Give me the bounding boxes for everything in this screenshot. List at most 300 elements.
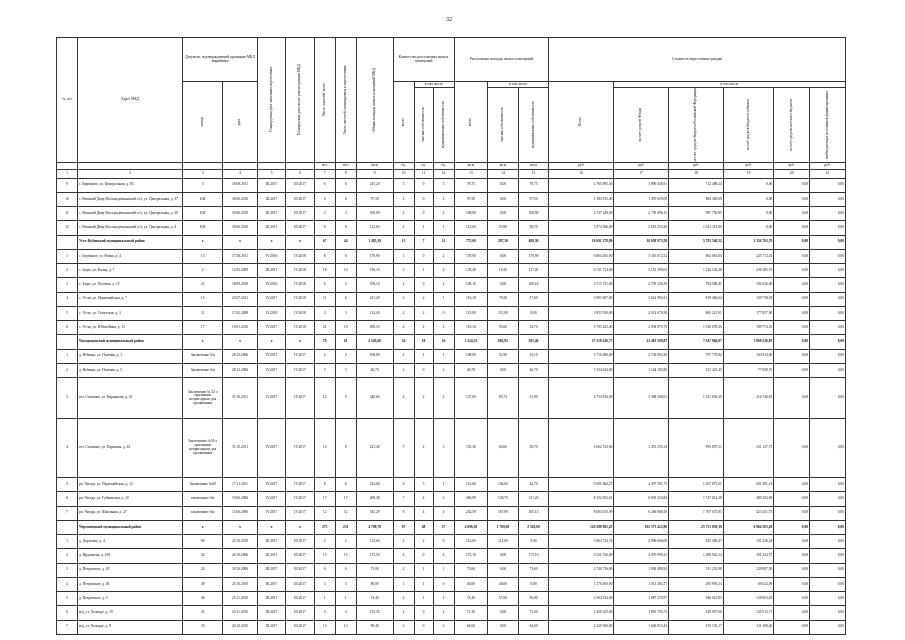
table-cell: 3 [314,306,335,320]
table-cell: 0,00 [488,620,519,634]
table-cell: 0,00 [774,292,810,306]
table-cell: 8 [314,478,335,492]
table-cell: 175,50 [356,549,393,563]
table-cell: 625 400,47 [669,535,724,549]
table-cell: 1 184 915,00 [549,192,614,206]
table-cell: 6 [335,178,356,192]
table-cell: 8 [393,506,414,520]
table-cell: 232,59 [454,506,488,520]
table-cell: 269,38 [356,492,393,506]
table-cell: 0 [414,192,433,206]
table-cell: IV.2017 [257,349,285,363]
table-cell: 0,00 [518,306,549,320]
table-cell: 2 [433,606,454,620]
table-cell: 1 224,31 [454,335,488,349]
table-cell: 71,30 [454,606,488,620]
table-cell: 108,90 [356,207,393,221]
table-cell: с. Устье, ул. Советская, д. 3 [78,306,183,320]
table-cell: 23 401 509,87 [614,335,669,349]
table-cell: 11 [314,292,335,306]
header-cost-subject: за счет средств бюджета субъекта [723,88,773,163]
table-cell: 79 [314,335,335,349]
table-header [57,38,846,179]
table-cell: 1 [433,563,454,577]
table-cell: 2 [393,363,414,377]
header-num: № п/п [57,38,78,163]
table-cell: 231 127,75 [723,418,773,477]
table-cell: 0,00 [774,620,810,634]
table-cell: 6 266 080,50 [614,506,669,520]
table-cell: 77 008,70 [723,363,773,377]
table-cell: 108,00 [454,349,488,363]
table-cell: IV.2017 [257,292,285,306]
table-cell: 75,00 [356,563,393,577]
table-row [57,321,846,335]
table-cell: 5 [314,363,335,377]
resettlement-table-wrap [56,37,846,635]
table-cell: 21 [183,278,223,292]
table-cell: 2 [335,535,356,549]
header-area-municipal: муниципальная собственность [518,88,549,163]
table-cell: д. Петровское, д. 48 [78,577,183,591]
table-cell: 1 [57,535,78,549]
table-cell: х [286,235,314,249]
unit-cell: руб. [669,162,724,169]
table-cell: 131,23 [518,492,549,506]
table-cell: 1 [335,592,356,606]
table-cell: рп. Чагода, ул. Школьная, д. 27 [78,506,183,520]
table-cell: 2 [393,306,414,320]
table-cell: 0,00 [774,335,810,349]
table-cell: 97 [393,520,414,534]
unit-cell: ед. [433,162,454,169]
table-cell: 1 [433,349,454,363]
table-cell: 14 [335,264,356,278]
header-area-total2: всего [454,82,488,163]
table-cell: 0,00 [774,478,810,492]
table-cell: 488,30 [518,235,549,249]
table-cell: 18,20 [488,264,519,278]
table-row [57,592,846,606]
table-cell: 84,60 [488,418,519,477]
unit-cell: кв.м [488,162,519,169]
table-cell: 1 801 793,72 [614,606,669,620]
table-cell: 74,40 [356,592,393,606]
column-number-cell: 11 [414,169,433,178]
table-cell: 46,70 [454,363,488,377]
table-cell: 31.10.2011 [223,418,258,477]
table-cell: 191 236,24 [723,535,773,549]
table-cell: 175,10 [454,549,488,563]
table-cell: с. Великий Двор (Косьмодемьянский с/с), ул. Центральная, д. 37 [78,192,183,206]
table-cell: 153,35 [356,606,393,620]
table-cell: 97,50 [356,192,393,206]
column-number-cell: 10 [393,169,414,178]
table-cell: 2 [57,549,78,563]
table-cell: с. Бережное, ул. Новая, д. 4 [78,249,183,263]
table-cell: 1 [314,592,335,606]
table-cell: 128 063,20 [723,592,773,606]
table-cell: 2 564 934,00 [549,592,614,606]
table-cell: 3 [57,378,78,419]
column-number-cell: 7 [314,169,335,178]
table-cell: 345,29 [356,506,393,520]
table-cell: 1 [433,221,454,235]
table-cell: 16 [183,292,223,306]
table-cell: 0,00 [774,577,810,591]
column-number-cell: 5 [257,169,285,178]
table-cell: 1 485,10 [356,235,393,249]
table-row [57,492,846,506]
table-cell: 2 [433,249,454,263]
unit-cell: чел. [314,162,335,169]
table-cell: 26.10.2006 [223,549,258,563]
table-cell: 6 721 714,00 [549,264,614,278]
header-planned-demolition: Планируемая дата сноса/ реконструкции МКД [286,38,314,163]
table-cell: 9 [57,178,78,192]
table-cell: 1 021 312,80 [669,221,724,235]
table-cell: 175,10 [518,549,549,563]
table-cell: 6 804 265,00 [549,249,614,263]
table-cell: 221,40 [356,418,393,477]
table-cell: 42,70 [518,478,549,492]
table-cell: 2 [393,563,414,577]
table-cell: 163 814,00 [723,349,773,363]
table-cell: 108,90 [518,207,549,221]
table-cell: III.2017 [257,192,285,206]
table-cell: д. Петровское, д. 3 [78,592,183,606]
table-row [57,264,846,278]
table-cell: 21 [314,321,335,335]
table-cell: х [183,520,223,534]
table-cell: 0,00 [810,207,846,221]
table-cell: 1 226 142,28 [669,264,724,278]
table-cell: 20.11.2010 [223,606,258,620]
table-cell: 56,80 [518,592,549,606]
table-cell: 0,00 [810,249,846,263]
table-cell: 12 [335,506,356,520]
table-row [57,478,846,492]
table-cell: 0,00 [774,549,810,563]
table-cell: 6 [314,278,335,292]
table-cell: IV.2017 [286,349,314,363]
table-cell: 0,00 [774,535,810,549]
table-row [57,606,846,620]
header-rooms-incl: в том числе: [414,82,454,88]
table-cell: 489 102,69 [723,492,773,506]
table-cell: 135,40 [454,264,488,278]
table-cell: 8 [314,249,335,263]
column-number-cell: 8 [335,169,356,178]
column-number-cell: 17 [614,169,669,178]
table-cell: 12 [314,378,335,419]
table-cell: 2 [393,207,414,221]
column-number-cell: 18 [669,169,724,178]
table-cell: 290,10 [356,321,393,335]
table-cell: 0,00 [810,592,846,606]
table-cell: 15.06.2006 [223,506,258,520]
table-cell: 3 [393,292,414,306]
unit-cell: руб. [723,162,773,169]
table-cell: 6 [314,221,335,235]
table-cell: 4 [414,506,433,520]
table-cell: 15 [314,549,335,563]
table-cell: 775,60 [454,235,488,249]
table-cell: IV.2017 [286,478,314,492]
table-cell: 1 144 185,80 [614,363,669,377]
subtotal-row [57,235,846,249]
table-cell: 55,60 [488,321,519,335]
header-rooms-municipal: муниципальная собственность [433,88,454,163]
table-cell: 0,00 [774,207,810,221]
table-cell: 8 [335,478,356,492]
table-cell: 2 [57,264,78,278]
table-cell: 2 759 496,15 [614,207,669,221]
table-cell: IV.2018 [286,292,314,306]
table-cell: 3 641 994,31 [614,292,669,306]
table-cell: 0,00 [774,235,810,249]
table-cell: 581,46 [518,335,549,349]
table-cell: IV.2018 [286,249,314,263]
table-cell: 5 [57,478,78,492]
table-cell: 0,00 [774,592,810,606]
table-cell: 170,90 [518,249,549,263]
table-cell: 55,10 [518,349,549,363]
table-cell: 0,00 [518,535,549,549]
table-cell: 102 573 422,86 [614,520,669,534]
table-cell: 5 [57,306,78,320]
table-cell: 137,60 [454,378,488,419]
table-cell: 0,00 [774,178,810,192]
table-cell: IV.2017 [286,418,314,477]
table-cell: 275 [314,520,335,534]
header-doc-date: дата [223,82,258,163]
table-cell: 4 708,70 [356,520,393,534]
table-cell: 71,30 [518,606,549,620]
table-cell: 712 488,24 [669,178,724,192]
table-cell: 0 [433,577,454,591]
table-cell: 115,00 [488,306,519,320]
table-cell: III.2017 [257,535,285,549]
table-cell: 108,90 [454,207,488,221]
table-cell: 17.11.2011 [223,478,258,492]
table-cell: 993 897,51 [669,418,724,477]
table-cell: 28.12.2006 [223,349,258,363]
table-cell: 7 [57,506,78,520]
table-cell: 1 [414,221,433,235]
table-cell: 129 288 965,47 [549,520,614,534]
table-cell: IV.2017 [257,378,285,419]
table-cell: х [286,335,314,349]
table-cell: 4 734 816,00 [549,378,614,419]
table-cell: 30.06.2010 [223,221,258,235]
table-cell: 2 736 692,30 [614,349,669,363]
table-cell: 423 451,75 [723,506,773,520]
header-area-group: Расселяемая площадь жилых помещений [454,38,549,82]
column-number-cell: 4 [223,169,258,178]
column-number-cell: 12 [433,169,454,178]
table-cell: 3 [57,278,78,292]
table-cell: 0,00 [810,178,846,192]
table-cell: 48 [414,520,433,534]
table-row [57,363,846,377]
table-cell: 18.10.2006 [223,563,258,577]
unit-cell: ед. [393,162,414,169]
table-cell: 0 [414,207,433,221]
table-cell: 3 747 249,00 [549,207,614,221]
table-cell: IV.2018 [286,306,314,320]
table-cell: х [286,520,314,534]
table-cell: д. Избищи, ул. Полевая, д. 1 [78,349,183,363]
table-cell: Заключение б/н [183,363,223,377]
table-cell: III.2017 [257,606,285,620]
table-cell: III.2017 [257,620,285,634]
table-cell: 225 713,43 [723,249,773,263]
table-cell: 112,60 [356,535,393,549]
table-cell: 78,75 [518,178,549,192]
table-cell: 0 [414,549,433,563]
table-cell: 2 [433,192,454,206]
table-cell: 3 388 308,61 [614,378,669,419]
table-cell: 2 326,60 [518,520,549,534]
table-cell: 2 [414,535,433,549]
table-cell: 1 887 270,97 [614,592,669,606]
table-cell: 1 [433,478,454,492]
table-cell: III.2017 [257,221,285,235]
table-cell: 2 [433,321,454,335]
table-cell: 17 [314,492,335,506]
table-cell: 1 060 526,83 [723,335,773,349]
table-cell: 18.08.2011 [223,178,258,192]
header-address: Адрес МКД [78,38,183,163]
table-cell: 0,00 [810,535,846,549]
table-cell: 865 221,91 [669,306,724,320]
table-cell: д. Избищи, ул. Полевая, д. 5 [78,363,183,377]
table-cell: 5 [414,478,433,492]
table-cell: 0,00 [774,192,810,206]
table-cell: 6 964 503,28 [723,520,773,534]
table-cell: 1 334 614,00 [549,363,614,377]
table-cell: 4 [57,418,78,477]
table-cell: 6 [314,192,335,206]
table-cell: 46 [183,592,223,606]
table-cell: 6 [335,292,356,306]
table-cell: 0 [414,278,433,292]
table-cell: 136,10 [356,264,393,278]
table-cell: 6 [335,192,356,206]
table-cell: 27 218 416,77 [549,335,614,349]
table-cell: д. Ирдоматка, д. 158 [78,549,183,563]
header-cost-extra: внебюджетных источников финансирования [810,88,846,163]
table-cell: 0,00 [810,349,846,363]
table-cell: х [257,235,285,249]
table-cell: х [183,235,223,249]
table-cell: 8 [335,249,356,263]
header-rooms-group: Количество расселяемых жилых помещений [393,38,454,82]
table-cell: 170,90 [454,249,488,263]
table-cell: 0,00 [810,306,846,320]
table-cell: 69 023,09 [723,577,773,591]
table-cell: 215,20 [356,178,393,192]
table-cell: III.2017 [257,577,285,591]
header-cost-fund: за счет средств Фонда [614,88,669,163]
table-cell: 54,70 [518,321,549,335]
table-cell: 3 [393,178,414,192]
table-cell: с. Задье, ул. Полевая, д. 15 [78,278,183,292]
table-cell: 0,00 [723,207,773,221]
unit-cell: чел. [335,162,356,169]
table-cell: 17.06.2011 [223,249,258,263]
table-cell: III.2017 [286,535,314,549]
table-cell: 74,40 [454,592,488,606]
table-cell: 2 765 905,50 [549,178,614,192]
table-cell: 3 316 672,52 [614,249,669,263]
table-cell: 0,00 [774,278,810,292]
table-cell: 32 [183,549,223,563]
table-cell: 3 993 007,00 [549,292,614,306]
table-row [57,549,846,563]
table-cell: 12.03.2009 [223,264,258,278]
table-cell: с. Бирюково, ул. Центральная, д. 83 [78,178,183,192]
table-cell: 3 [57,563,78,577]
table-cell: 0,00 [774,606,810,620]
table-cell: 2 [393,192,414,206]
table-cell: 0 [414,178,433,192]
header-rooms-private: частная собственность [414,88,433,163]
table-cell: IV.2017 [286,506,314,520]
table-cell: 40,00 [454,577,488,591]
table-cell: IV.2017 [257,321,285,335]
unit-cell: кв.м [454,162,488,169]
table-cell: 6 [57,321,78,335]
column-number-cell: 16 [549,169,614,178]
table-cell: 64,60 [454,620,488,634]
table-cell: 331 423,45 [669,363,724,377]
table-cell: 0,00 [774,349,810,363]
column-number-cell: 21 [810,169,846,178]
table-cell: 0 [433,535,454,549]
table-cell: 4 [414,492,433,506]
table-cell: с. Великий Двор (Косьмодемьянский с/с), ул. Центральная, д. 39 [78,207,183,221]
table-cell: 818 266,64 [669,292,724,306]
table-cell: 2 229 360,00 [549,620,614,634]
table-cell: III.2017 [286,577,314,591]
table-cell: 46,70 [356,363,393,377]
table-cell: 5 [335,278,356,292]
table-cell: 682,95 [488,335,519,349]
table-cell: 110,10 [454,321,488,335]
table-cell: 0,00 [488,249,519,263]
table-cell: 4 [433,264,454,278]
table-cell: 85,72 [488,378,519,419]
table-cell: 0,00 [810,606,846,620]
table-cell: Заключение №54 о признании непригодным для проживания [183,418,223,477]
table-cell: 108,10 [454,278,488,292]
table-cell: 125 013,71 [723,606,773,620]
table-cell: 112,60 [488,535,519,549]
table-cell: 167,89 [488,506,519,520]
table-cell: Б/Н [183,207,223,221]
table-cell: 170,90 [356,249,393,263]
table-cell: 3 [433,492,454,506]
table-cell: 1 [414,264,433,278]
table-cell: 0,00 [723,178,773,192]
table-cell: 18.09.2018 [223,278,258,292]
unit-cell: руб. [810,162,846,169]
table-cell: 7 [414,235,433,249]
table-cell: 5 [57,592,78,606]
table-cell: 9 [335,378,356,419]
